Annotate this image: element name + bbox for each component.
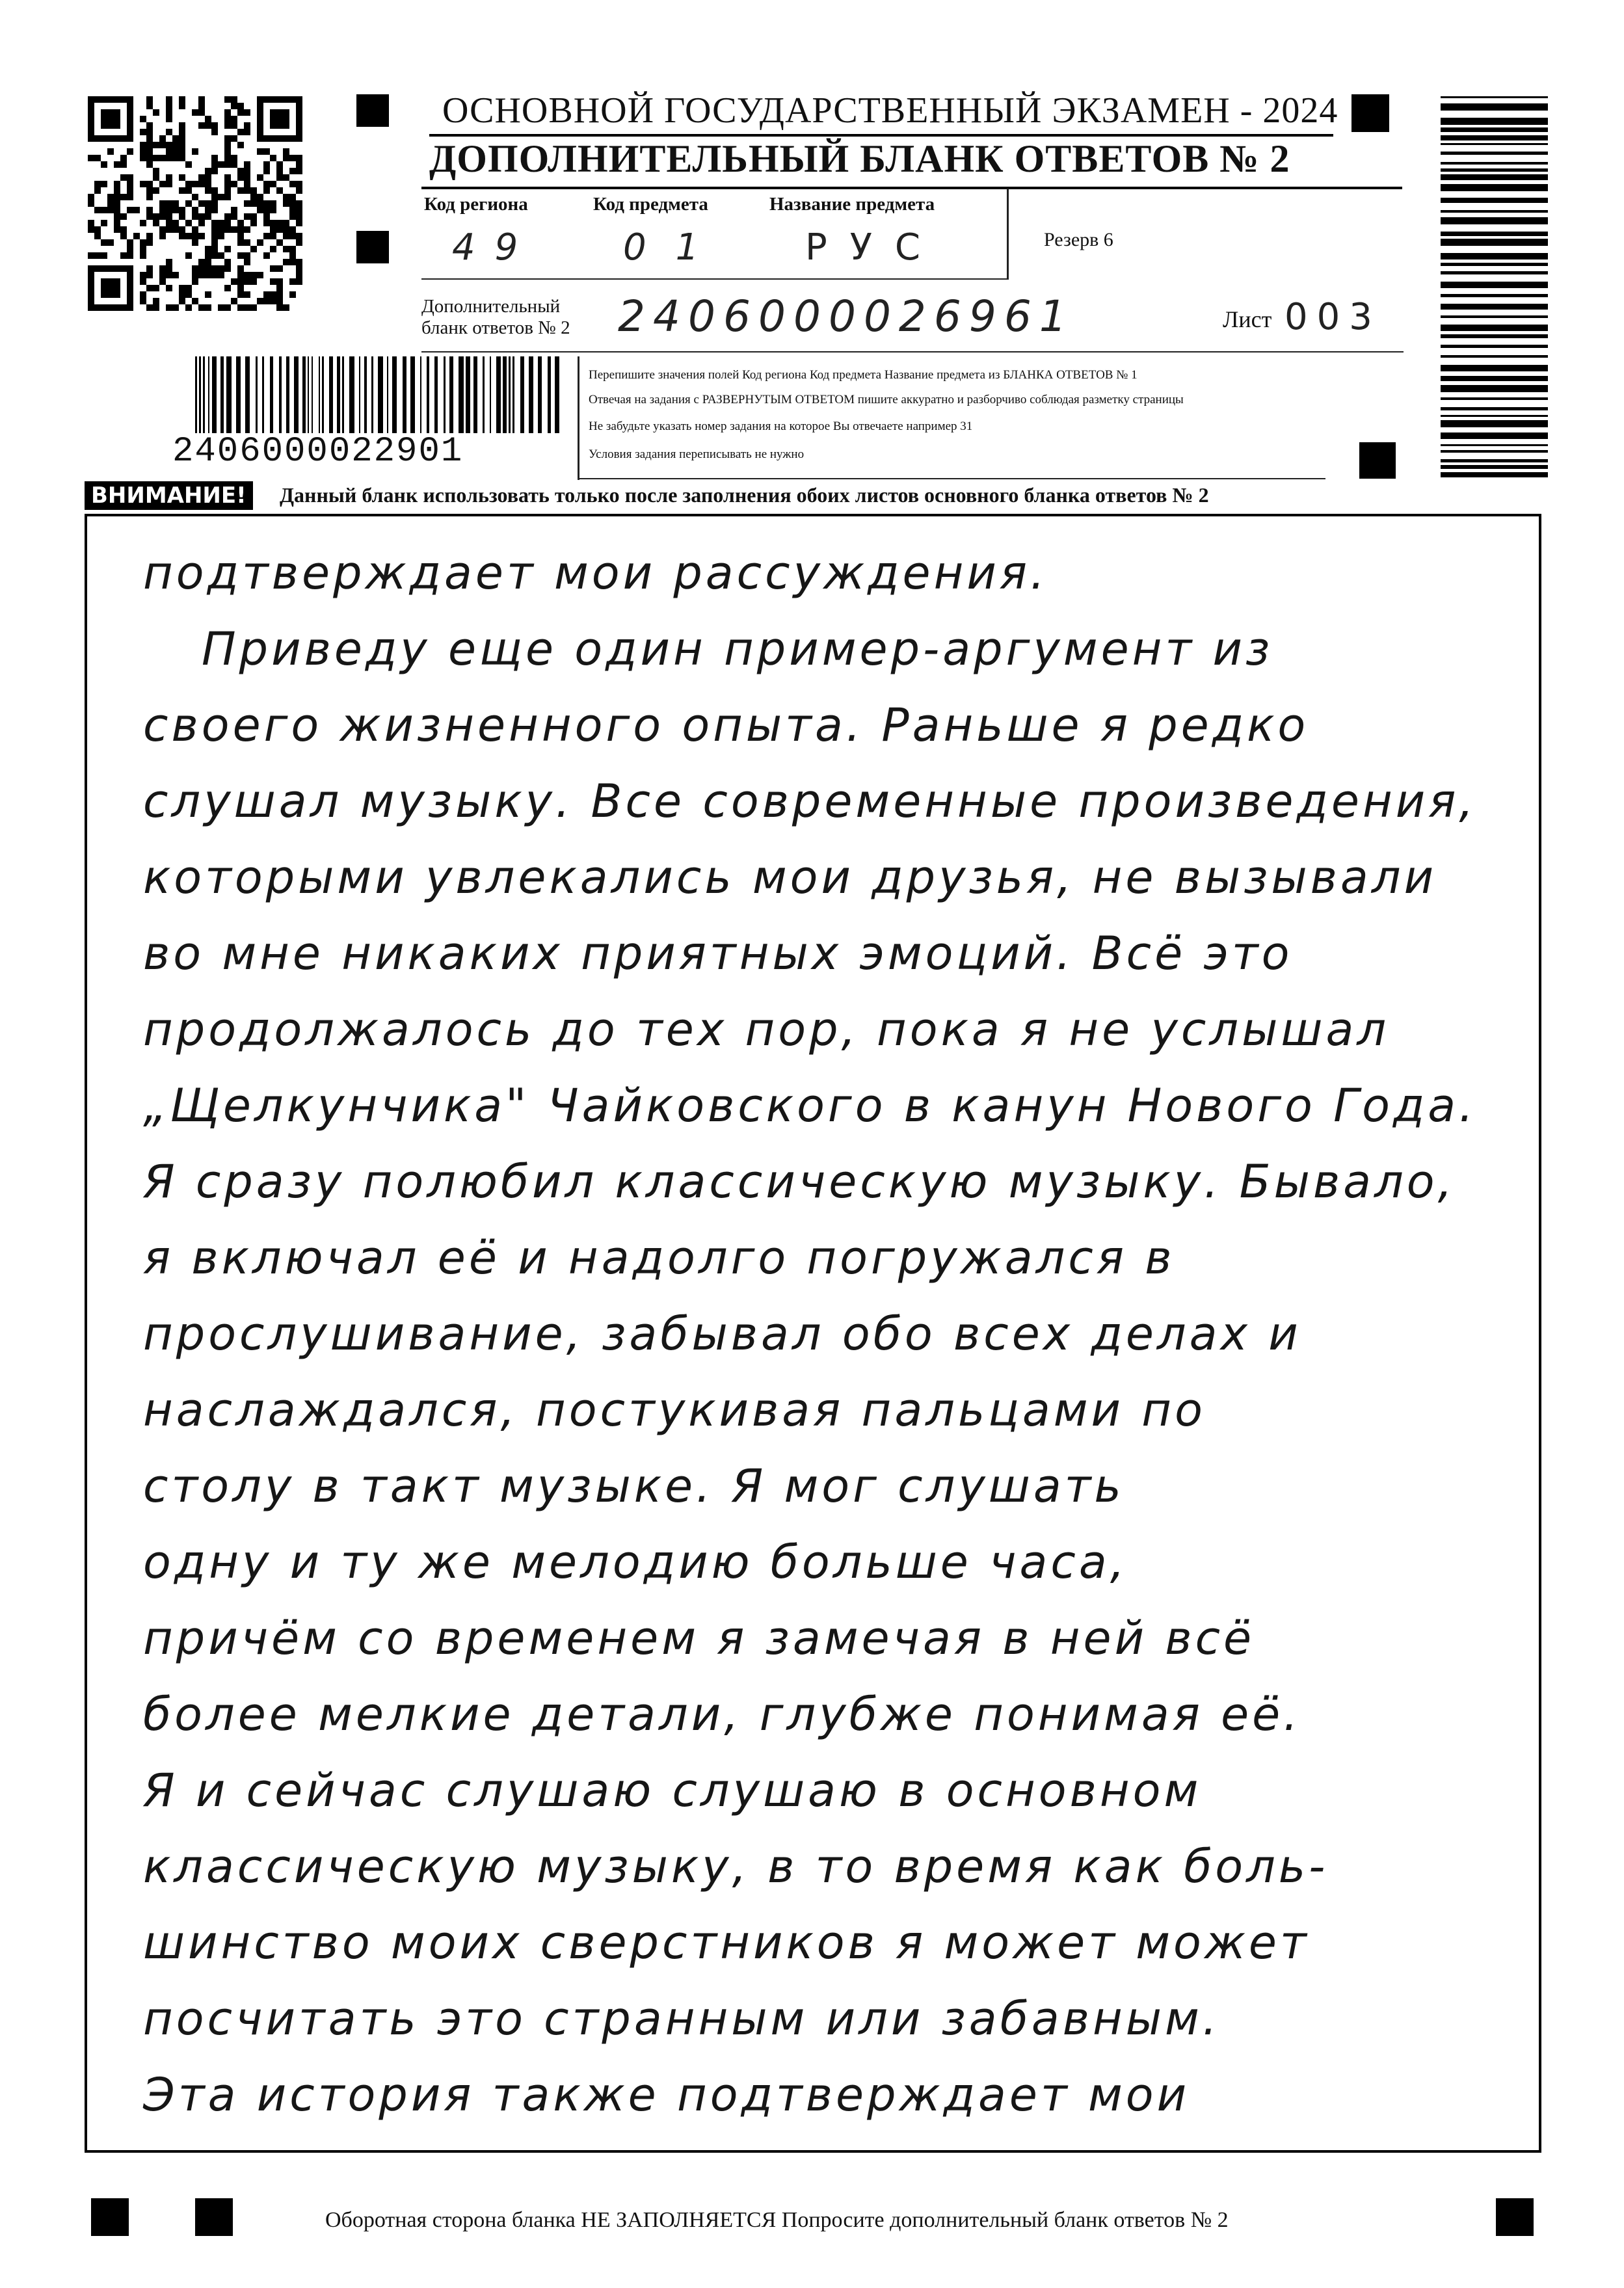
answer-line: Я сразу полюбил классическую музыку. Бывало, <box>143 1155 1456 1208</box>
side-barcode <box>1441 96 1548 480</box>
fields-divider <box>421 278 1007 280</box>
answer-line: наслаждался, постукивая пальцами по <box>143 1383 1206 1437</box>
qr-code <box>88 96 309 324</box>
extra-form-number-field[interactable]: 2406000026961 <box>618 291 1074 341</box>
answer-line: своего жизненного опыта. Раньше я редко <box>143 698 1309 752</box>
instruction-line: Условия задания переписывать не нужно <box>589 447 805 461</box>
answer-line: посчитать это странным или забавным. <box>143 1992 1221 2045</box>
answer-line: Эта история также подтверждает мои <box>143 2068 1190 2122</box>
answer-line: шинство моих сверстников я может может <box>143 1916 1310 1969</box>
answer-line: более мелкие детали, глубже понимая её. <box>143 1688 1301 1741</box>
answer-line: одну и ту же мелодию больше часа, <box>143 1536 1128 1589</box>
alignment-marker-bottom-left-2 <box>195 2198 233 2236</box>
exam-title: ОСНОВНОЙ ГОСУДАРСТВЕННЫЙ ЭКЗАМЕН - 2024 <box>442 90 1338 131</box>
answer-line: „Щелкунчика" Чайковского в канун Нового Года. <box>143 1079 1477 1132</box>
sheet-number-field[interactable]: 003 <box>1285 296 1381 338</box>
subject-name-label: Название предмета <box>769 194 935 215</box>
alignment-marker-top-right <box>1351 94 1389 132</box>
answer-line: Приведу еще один пример-аргумент из <box>202 622 1273 676</box>
instruction-line: Не забудьте указать номер задания на которое Вы отвечаете например 31 <box>589 419 973 433</box>
form-title-underline <box>421 187 1402 189</box>
region-code-field[interactable]: 49 <box>452 226 538 269</box>
answer-line: прослушивание, забывал обо всех делах и <box>143 1307 1301 1361</box>
extra-form-label-1: Дополнительный <box>421 296 561 317</box>
instruction-line: Перепишите значения полей Код региона Код предмета Название предмета из БЛАНКА ОТВЕТОВ № 1 <box>589 368 1138 382</box>
attention-text: Данный бланк использовать только после заполнения обоих листов основного бланка ответов № 2 <box>280 483 1209 507</box>
answer-line: я включал её и надолго погружался в <box>143 1231 1175 1284</box>
answer-line: подтверждает мои рассуждения. <box>143 546 1048 600</box>
alignment-marker-bottom-left-1 <box>91 2198 129 2236</box>
alignment-marker-mid-left <box>356 231 389 263</box>
subject-code-field[interactable]: 01 <box>623 226 728 269</box>
attention-badge: ВНИМАНИЕ! <box>85 481 253 510</box>
instructions-border <box>578 356 579 480</box>
answer-line: классическую музыку, в то время как боль- <box>143 1840 1329 1893</box>
answer-line: продолжалось до тех пор, пока я не услышал <box>143 1003 1390 1056</box>
subject-name-field[interactable]: РУС <box>805 226 943 269</box>
reserve-box-border <box>1007 189 1009 280</box>
alignment-marker-mid-right <box>1359 442 1396 479</box>
answer-line: столу в такт музыке. Я мог слушать <box>143 1459 1125 1513</box>
answer-line: Я и сейчас слушаю слушаю в основном <box>143 1764 1202 1817</box>
footer-note: Оборотная сторона бланка НЕ ЗАПОЛНЯЕТСЯ Попросите дополнительный бланк ответов № 2 <box>325 2208 1229 2232</box>
subject-code-label: Код предмета <box>593 194 708 215</box>
instruction-line: Отвечая на задания с РАЗВЕРНУТЫМ ОТВЕТОМ пишите аккуратно и разборчиво соблюдая разметку страницы <box>589 393 1184 406</box>
form-barcode <box>195 356 559 441</box>
reserve-label: Резерв 6 <box>1044 229 1113 250</box>
region-code-label: Код региона <box>424 194 528 215</box>
instructions-underline <box>578 478 1325 479</box>
answer-line: причём со временем я замечая в ней всё <box>143 1612 1255 1665</box>
extra-form-underline <box>421 351 1404 353</box>
extra-form-label-2: бланк ответов № 2 <box>421 317 570 338</box>
sheet-label: Лист <box>1223 306 1272 332</box>
answer-line: которыми увлекались мои друзья, не вызывали <box>143 851 1437 904</box>
alignment-marker-bottom-right <box>1496 2198 1534 2236</box>
answer-line: слушал музыку. Все современные произведения, <box>143 775 1477 828</box>
answer-line: во мне никаких приятных эмоций. Всё это <box>143 927 1293 980</box>
barcode-number: 2406000022901 <box>172 432 464 472</box>
alignment-marker-top-left <box>356 94 389 127</box>
form-title: ДОПОЛНИТЕЛЬНЫЙ БЛАНК ОТВЕТОВ № 2 <box>429 137 1290 180</box>
